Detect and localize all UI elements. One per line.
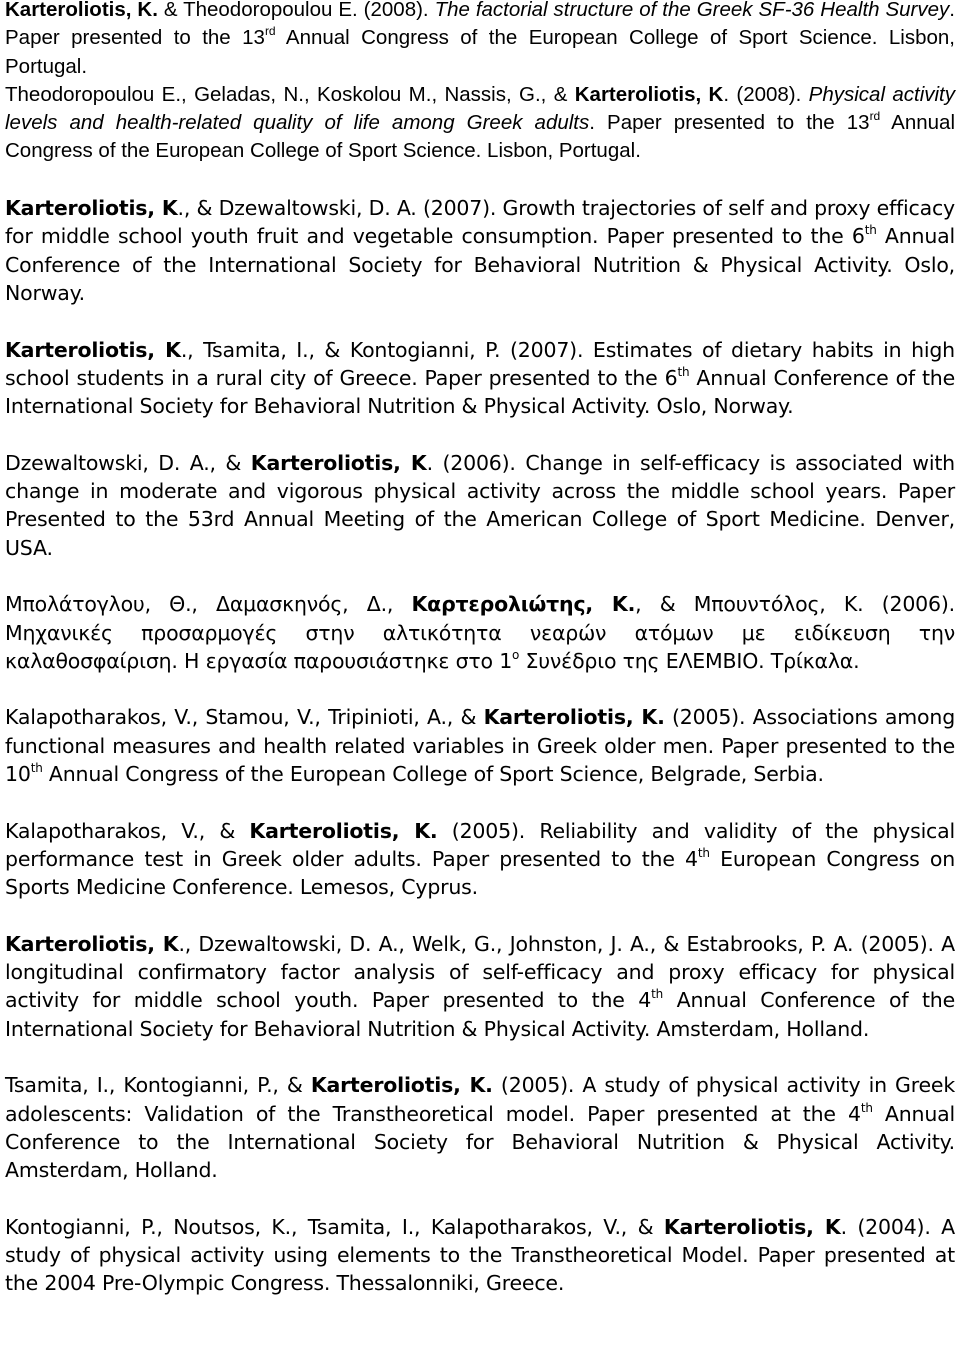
reference-text: Annual Conference of the International Society for Behavioral Nutrition & Physical Activity. Oslo, Norway. [5, 224, 955, 305]
reference-entry [5, 336, 955, 421]
reference-text: Μπολάτογλου, Θ., Δαμασκηνός, Δ., [5, 592, 412, 617]
ordinal-suffix: th [677, 364, 690, 379]
reference-entry [5, 703, 955, 788]
reference-entry [5, 81, 955, 166]
reference-text: ., Tsamita, I., & Kontogianni, P. (2007). Estimates of dietary habits in high school students in a rural city of Greece. Paper presented to the 6 [5, 337, 955, 390]
ordinal-suffix: ο [512, 647, 520, 662]
reference-author-highlight: Καρτερολιώτης, Κ. [411, 592, 636, 617]
reference-text: European Congress on Sports Medicine Conference. Lemesos, Cyprus. [5, 846, 955, 900]
reference-list [5, 0, 955, 1298]
ordinal-suffix: rd [264, 24, 276, 39]
reference-text: Tsamita, I., Kontogianni, P., & [5, 1073, 311, 1098]
reference-title: Physical activity levels and health-related quality of life among Greek adults [5, 82, 955, 135]
reference-title: The factorial structure of the Greek SF-36 Health Survey [434, 0, 950, 21]
reference-text: Annual Congress of the European College of Sport Science. Lisbon, Portugal. [5, 111, 955, 163]
reference-text: Annual Conference of the International Society for Behavioral Nutrition & Physical Activity. Oslo, Norway. [5, 365, 956, 419]
reference-author-highlight: Karteroliotis, K [5, 931, 179, 956]
reference-text: Kalapotharakos, V., & [5, 818, 250, 843]
reference-text: Kalapotharakos, V., Stamou, V., Tripinioti, A., & [5, 705, 484, 730]
ordinal-suffix: th [30, 761, 43, 776]
reference-text: Annual Congress of the European College of Sport Science. Lisbon, Portugal. [5, 26, 956, 78]
reference-author-highlight: Karteroliotis, K. [5, 0, 158, 21]
reference-entry [5, 1213, 955, 1298]
reference-entry [5, 930, 955, 1043]
reference-text: , & Μπουντόλος, Κ. (2006). Μηχανικές προσαρμογές στην αλτικότητα νεαρών ατόμων με ειδίκευση την καλαθοσφαίριση. Η εργασία παρουσιάστηκε στο 1 [5, 592, 955, 673]
reference-text: Annual Conference to the International Society for Behavioral Nutrition & Physical Activity. Amsterdam, Holland. [5, 1101, 955, 1183]
reference-text: ., & Dzewaltowski, D. A. (2007). Growth trajectories of self and proxy efficacy for middle school youth fruit and vegetable consumption. Paper presented to the 6 [5, 196, 955, 249]
reference-text: . (2006). Change in self-efficacy is associated with change in moderate and vigorous physical activity across the middle school years. Paper Presented to the 53rd Annual Meeting of the American College of Sport Medicine. Denver, USA. [5, 450, 955, 560]
ordinal-suffix: th [860, 1100, 873, 1115]
reference-entry [5, 0, 955, 81]
reference-entry [5, 449, 955, 562]
reference-text: Dzewaltowski, D. A., & [5, 450, 251, 475]
reference-entry [5, 817, 955, 902]
reference-author-highlight: Karteroliotis, K. [249, 818, 438, 843]
reference-text: (2005). Reliability and validity of the physical performance test in Greek older adults. Paper presented to the 4 [5, 818, 955, 871]
reference-text: Συνέδριο της ΕΛΕΜΒΙΟ. Τρίκαλα. [519, 648, 860, 673]
reference-author-highlight: Karteroliotis, K [5, 196, 178, 221]
reference-text: (2005). A study of physical activity in Greek adolescents: Validation of the Transtheoretical model. Paper presented at the 4 [5, 1073, 956, 1126]
reference-author-highlight: Karteroliotis, K [574, 82, 724, 106]
reference-text: . Paper presented to the 13 [5, 0, 955, 50]
reference-text: . Paper presented to the 13 [589, 111, 870, 135]
reference-text: & Theodoropoulou E. (2008). [157, 0, 435, 21]
reference-entry [5, 590, 955, 675]
ordinal-suffix: th [651, 987, 664, 1002]
ordinal-suffix: th [697, 845, 710, 860]
reference-author-highlight: Karteroliotis, K [5, 337, 181, 362]
reference-author-highlight: Karteroliotis, K [663, 1214, 841, 1239]
reference-text: ., Dzewaltowski, D. A., Welk, G., Johnston, J. A., & Estabrooks, P. A. (2005). A longitudinal confirmatory factor analysis of self-efficacy and proxy efficacy for physical activity for middle school youth. Paper presented to the 4 [5, 931, 955, 1013]
reference-author-highlight: Karteroliotis, K [250, 450, 427, 475]
ordinal-suffix: th [864, 223, 877, 238]
reference-text: . (2004). A study of physical activity using elements to the Transtheoretical Model. Paper presented at the 2004 Pre-Olympic Congress. Thessalonniki, Greece. [5, 1214, 955, 1296]
reference-text: Annual Conference of the International Society for Behavioral Nutrition & Physical Activity. Amsterdam, Holland. [5, 988, 956, 1041]
reference-text: Kontogianni, P., Noutsos, K., Tsamita, I., Kalapotharakos, V., & [5, 1214, 664, 1239]
reference-author-highlight: Karteroliotis, K. [310, 1073, 493, 1098]
reference-text: (2005). Associations among functional measures and health related variables in Greek older men. Paper presented to the 10 [5, 705, 956, 787]
ordinal-suffix: rd [869, 109, 881, 124]
reference-text: . (2008). [723, 82, 809, 106]
reference-text: Annual Congress of the European College of Sport Science, Belgrade, Serbia. [42, 762, 824, 787]
reference-author-highlight: Karteroliotis, K. [483, 705, 665, 730]
reference-entry [5, 1071, 955, 1184]
reference-entry [5, 194, 955, 307]
reference-text: Theodoropoulou E., Geladas, N., Koskolou M., Nassis, G., & [5, 82, 575, 106]
